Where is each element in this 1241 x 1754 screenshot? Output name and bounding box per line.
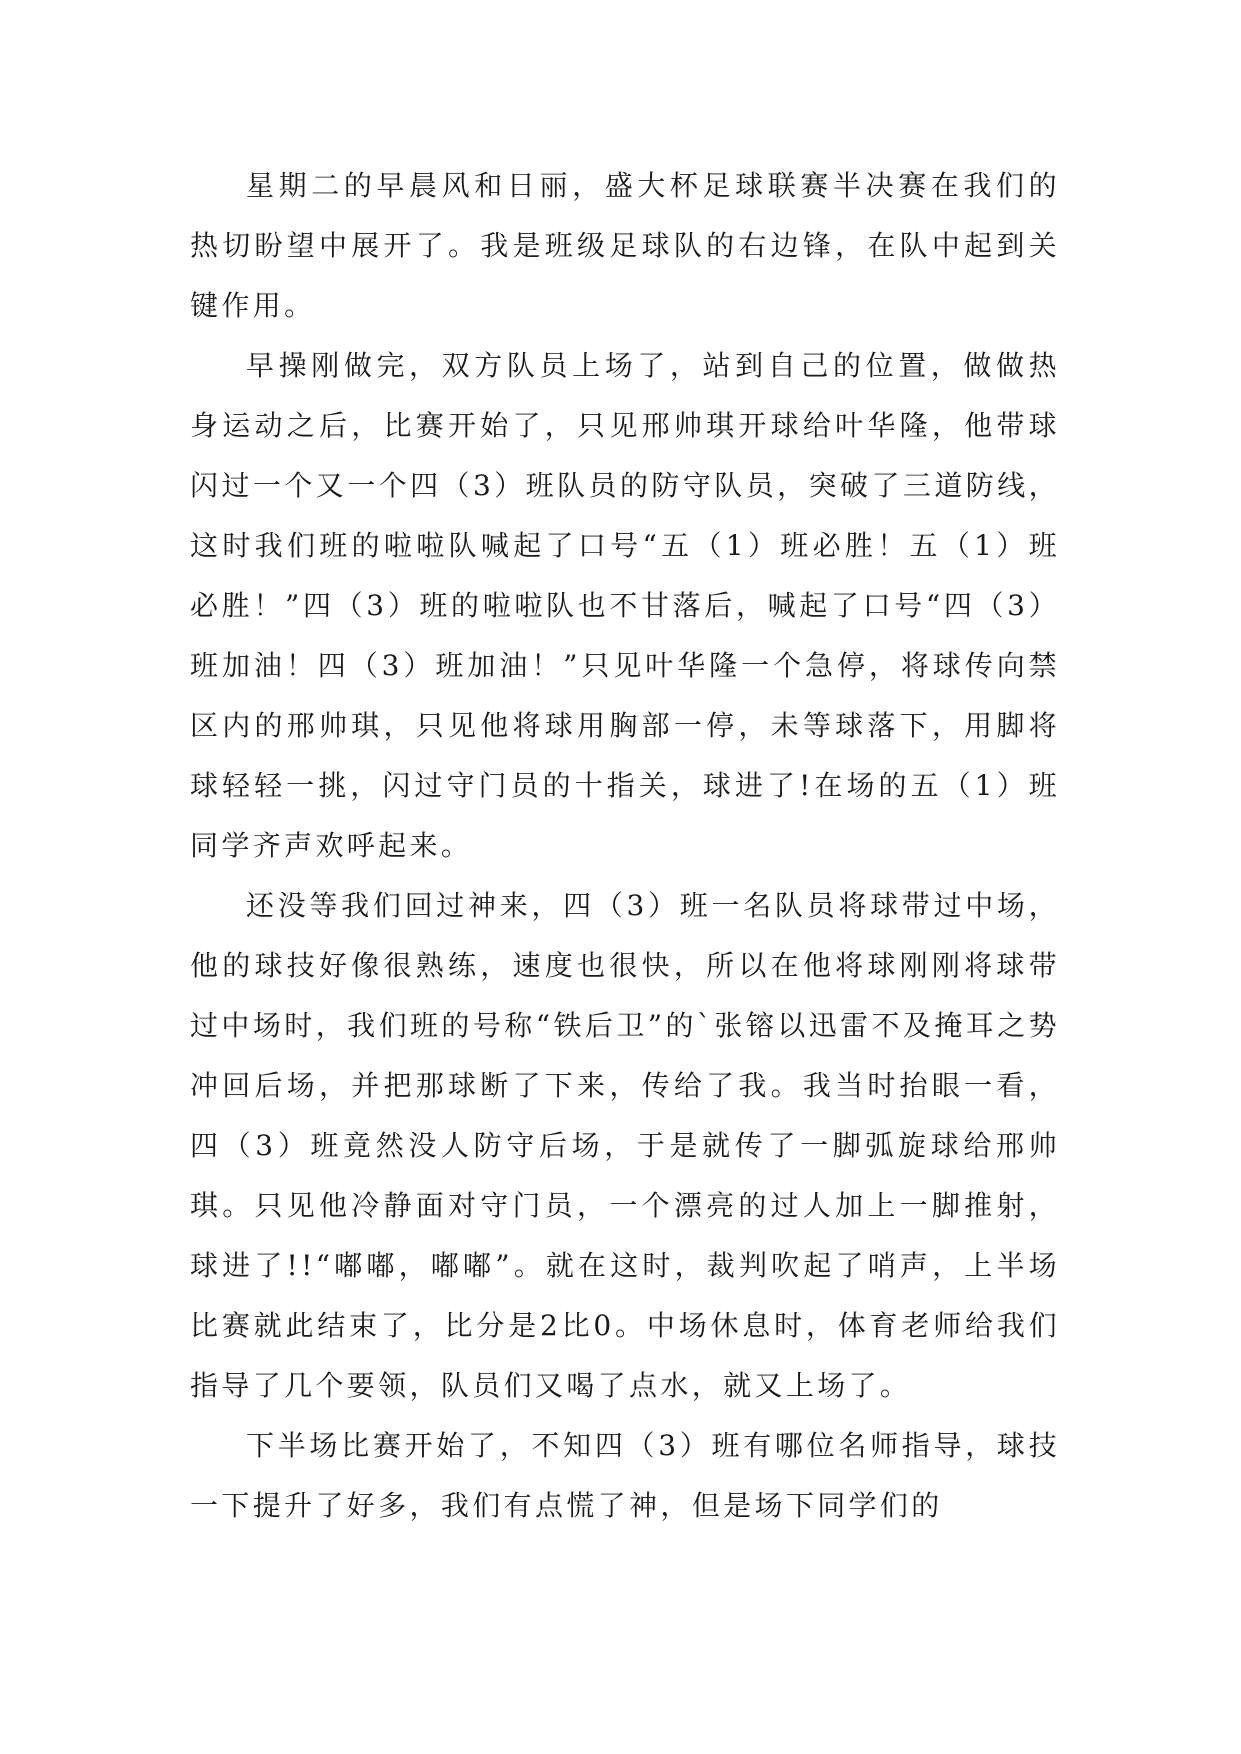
paragraph-3: 还没等我们回过神来，四（3）班一名队员将球带过中场，他的球技好像很熟练，速度也很快，所以在他将球刚刚将球带过中场时，我们班的号称“铁后卫”的`张镕以迅雷不及掩耳之势冲回后场，并把那球断了下来，传给了我。我当时抬眼一看，四（3）班竟然没人防守后场，于是就传了一脚弧旋球给邢帅琪。只见他冷静面对守门员，一个漂亮的过人加上一脚推射，球进了!!“嘟嘟，嘟嘟”。就在这时，裁判吹起了哨声，上半场比赛就此结束了，比分是2比0。中场休息时，体育老师给我们指导了几个要领，队员们又喝了点水，就又上场了。 [190,889,1060,1402]
paragraph-2: 早操刚做完，双方队员上场了，站到自己的位置，做做热身运动之后，比赛开始了，只见邢帅琪开球给叶华隆，他带球闪过一个又一个四（3）班队员的防守队员，突破了三道防线，这时我们班的啦啦队喊起了口号“五（1）班必胜！五（1）班必胜！”四（3）班的啦啦队也不甘落后，喊起了口号“四（3）班加油！四（3）班加油！”只见叶华隆一个急停，将球传向禁区内的邢帅琪，只见他将球用胸部一停，未等球落下，用脚将球轻轻一挑，闪过守门员的十指关，球进了!在场的五（1）班同学齐声欢呼起来。 [190,349,1060,862]
document-body [190,156,1060,1536]
paragraph-4: 下半场比赛开始了，不知四（3）班有哪位名师指导，球技一下提升了好多，我们有点慌了神，但是场下同学们的 [190,1429,1060,1522]
paragraph-1: 星期二的早晨风和日丽，盛大杯足球联赛半决赛在我们的热切盼望中展开了。我是班级足球队的右边锋，在队中起到关键作用。 [190,169,1060,322]
